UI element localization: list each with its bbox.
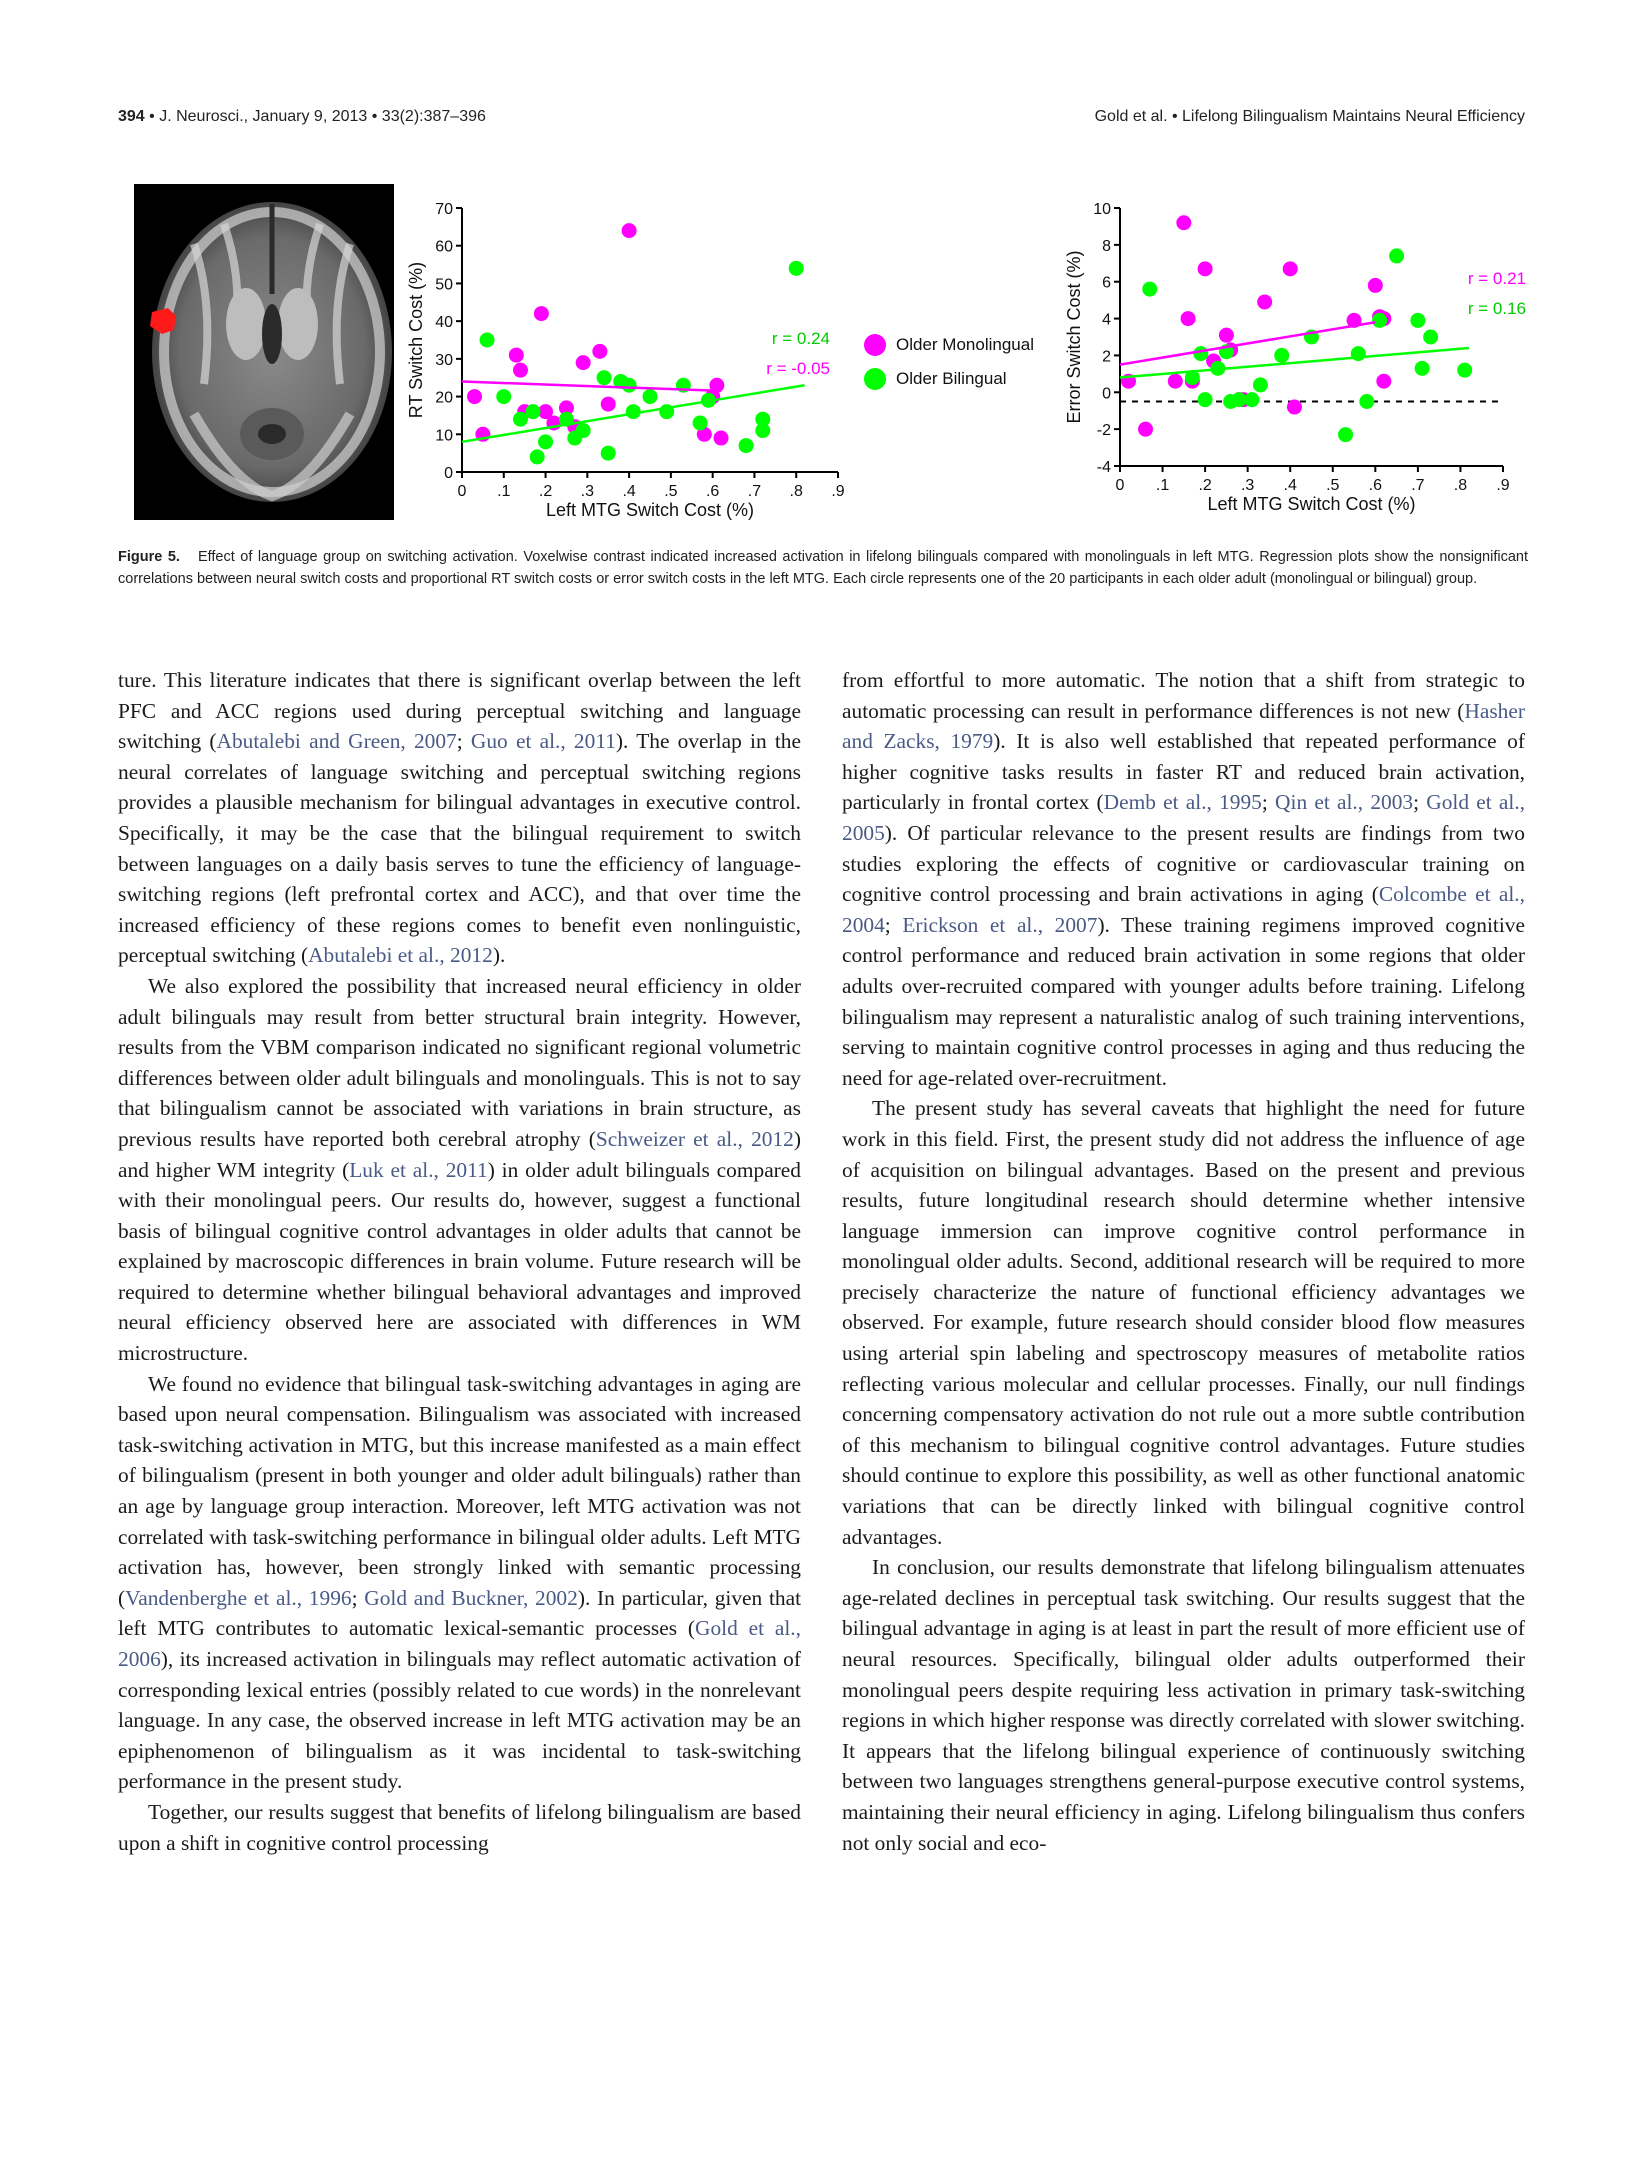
- y-tick-label: 0: [1102, 385, 1111, 403]
- data-point: [601, 397, 616, 412]
- data-point: [513, 363, 528, 378]
- brain-slice-image: [134, 184, 394, 520]
- data-point: [576, 423, 591, 438]
- x-tick-label: .1: [1155, 477, 1170, 494]
- y-tick-label: 70: [435, 201, 453, 218]
- error-switch-scatter: [1058, 168, 1528, 538]
- paragraph-text: from effortful to more automatic. The notion that a shift from strategic to automatic processing can result in performance differences is not new (: [842, 668, 1525, 723]
- data-point: [789, 261, 804, 276]
- x-axis-label: Left MTG Switch Cost (%): [1207, 494, 1416, 514]
- y-tick-label: 60: [435, 238, 453, 256]
- data-point: [1415, 361, 1430, 376]
- x-tick-label: 0: [1115, 477, 1125, 494]
- data-point: [1232, 392, 1247, 407]
- x-tick-label: .9: [831, 483, 845, 500]
- journal-citation: • J. Neurosci., January 9, 2013 • 33(2):387–396: [144, 108, 486, 125]
- paragraph-text: ). It is also well established that repeated performance of higher cognitive tasks results in faster RT and reduced brain activation, particularly in frontal cortex (: [842, 729, 1525, 815]
- paragraph-text: ;: [1413, 790, 1427, 815]
- body-column-left: [118, 665, 801, 1858]
- x-tick-label: .6: [1368, 477, 1383, 494]
- figure-5: [118, 168, 1528, 538]
- citation-link[interactable]: Guo et al., 2011: [470, 729, 616, 754]
- x-tick-label: .7: [1411, 477, 1425, 494]
- x-tick-label: .9: [1496, 477, 1510, 494]
- y-tick-label: 8: [1102, 237, 1111, 255]
- caption-label: Figure 5.: [118, 549, 180, 565]
- data-point: [1181, 311, 1196, 326]
- x-tick-label: .4: [622, 483, 636, 500]
- paragraph: [842, 1552, 1525, 1858]
- data-point: [1457, 363, 1472, 378]
- data-point: [1410, 313, 1425, 328]
- data-point: [1257, 294, 1272, 309]
- data-point: [601, 446, 616, 461]
- y-tick-label: 40: [435, 314, 453, 332]
- citation-link[interactable]: Qin et al., 2003: [1275, 790, 1414, 815]
- citation-link[interactable]: Abutalebi and Green, 2007: [216, 729, 457, 754]
- citation-link[interactable]: Demb et al., 1995: [1103, 790, 1262, 815]
- data-point: [1138, 422, 1153, 437]
- data-point: [643, 389, 658, 404]
- citation-link[interactable]: Erickson et al., 2007: [902, 912, 1098, 937]
- figure-caption: [118, 546, 1528, 590]
- data-point: [1359, 394, 1374, 409]
- citation-link[interactable]: Hasher and Zacks, 1979: [842, 698, 1525, 754]
- data-point: [755, 412, 770, 427]
- paragraph-text: ). These training regimens improved cognitive control performance and reduced brain activation in some regions that older adults over-recruited compared with younger adults before training. Lifelong bilingualism may represent a naturalistic analog of such training interventions, serving to maintain cognitive control processes in aging and thus reducing the need for age-related over-recruitment.: [842, 912, 1525, 1090]
- paragraph-text: ;: [884, 912, 903, 937]
- data-point: [1219, 328, 1234, 343]
- correlation-annotation: r = 0.21: [1467, 269, 1526, 288]
- legend-label-monolingual: Older Monolingual: [896, 335, 1034, 354]
- paragraph-text: ), its increased activation in bilinguals may reflect automatic activation of corresponding lexical entries (possibly related to cue words) in the nonrelevant language. In any case, the observed increase in left MTG activation may be an epiphenomenon of bilingualism as it was incidental to task-switching performance in the present study.: [118, 1647, 801, 1794]
- y-tick-label: 2: [1102, 348, 1111, 366]
- data-point: [1389, 248, 1404, 263]
- citation-link[interactable]: Luk et al., 2011: [349, 1157, 488, 1182]
- data-point: [1274, 348, 1289, 363]
- data-point: [1198, 261, 1213, 276]
- y-tick-label: -2: [1096, 422, 1111, 440]
- paragraph-text: ;: [351, 1585, 365, 1610]
- data-point: [1176, 215, 1191, 230]
- running-header: [118, 108, 1525, 134]
- y-tick-label: 10: [435, 427, 453, 445]
- data-point: [693, 415, 708, 430]
- body-column-right: [842, 665, 1525, 1858]
- regression-line: [462, 385, 805, 442]
- figure-legend: [864, 328, 1034, 396]
- paragraph-text: The present study has several caveats that highlight the need for future work in this field. First, the present study did not address the influence of age of acquisition on bilingual advantages. Based on the present and previous results, future longitudinal research should determine whether intensive language immersion can improve cognitive control performance in monolingual older adults. Second, additional research will be required to more precisely characterize the nature of functional efficiency advantages we observed. For example, future research should consider blood flow measures using arterial spin labeling and spectroscopy measures of metabolite ratios reflecting various molecular and cellular processes. Finally, our null findings concerning compensatory activation do not rule out a more subtle contribution of this mechanism to bilingual cognitive control advantages. Future studies should continue to explore this possibility, as well as other functional anatomic variations that can be directly linked with bilingual cognitive control advantages.: [842, 1096, 1525, 1549]
- citation-link[interactable]: Gold and Buckner, 2002: [364, 1585, 578, 1610]
- brain-slice-svg: [134, 184, 394, 520]
- data-point: [1142, 282, 1157, 297]
- y-tick-label: 0: [444, 465, 453, 482]
- x-tick-label: .5: [1326, 477, 1340, 494]
- y-tick-label: -4: [1096, 459, 1111, 476]
- legend-item-bilingual: [864, 362, 1034, 396]
- data-point: [739, 438, 754, 453]
- x-tick-label: .7: [747, 483, 762, 500]
- data-point: [1423, 330, 1438, 345]
- data-point: [1372, 313, 1387, 328]
- data-point: [622, 223, 637, 238]
- legend-label-bilingual: Older Bilingual: [896, 369, 1007, 388]
- x-tick-label: .8: [789, 483, 803, 500]
- paragraph: [842, 665, 1525, 1093]
- paragraph-text: ).: [492, 943, 506, 968]
- paragraph: [118, 1369, 801, 1797]
- y-tick-label: 50: [435, 276, 453, 294]
- correlation-annotation: r = 0.16: [1467, 299, 1526, 318]
- data-point: [538, 434, 553, 449]
- rt-switch-scatter: [408, 168, 868, 538]
- legend-swatch-monolingual: [864, 334, 886, 356]
- header-right: Gold et al. • Lifelong Bilingualism Maintains Neural Efficiency: [1094, 108, 1525, 125]
- data-point: [1368, 278, 1383, 293]
- data-point: [1283, 261, 1298, 276]
- x-axis-label: Left MTG Switch Cost (%): [545, 500, 755, 520]
- y-tick-label: 20: [435, 389, 453, 407]
- citation-link[interactable]: Vandenberghe et al., 1996: [125, 1585, 352, 1610]
- y-axis-label: Error Switch Cost (%): [1064, 250, 1084, 424]
- citation-link[interactable]: Schweizer et al., 2012: [595, 1126, 794, 1151]
- data-point: [1244, 392, 1259, 407]
- paragraph-text: ) in older adult bilinguals compared with their monolingual peers. Our results do, however, suggest a functional basis of bilingual cognitive control advantages in older adults that cannot be explained by macroscopic differences in brain volume. Future research will be required to determine whether bilingual behavioral advantages and improved neural efficiency observed here are associated with differences in WM microstructure.: [118, 1157, 801, 1366]
- data-point: [576, 355, 591, 370]
- y-tick-label: 6: [1102, 274, 1111, 292]
- error-switch-chart: [1058, 168, 1528, 543]
- paragraph-text: ) and higher WM integrity (: [118, 1126, 801, 1182]
- data-point: [1198, 392, 1213, 407]
- x-tick-label: .5: [664, 483, 678, 500]
- y-tick-label: 10: [1093, 201, 1111, 218]
- y-tick-label: 4: [1102, 311, 1111, 329]
- citation-link[interactable]: Gold et al., 2006: [118, 1616, 801, 1671]
- rt-switch-chart: [408, 168, 868, 543]
- paragraph-text: Together, our results suggest that benefits of lifelong bilingualism are based upon a shift in cognitive control processing: [118, 1799, 801, 1855]
- paragraph-text: ;: [456, 729, 471, 754]
- legend-swatch-bilingual: [864, 368, 886, 390]
- paragraph: [118, 971, 801, 1369]
- data-point: [526, 404, 541, 419]
- x-tick-label: .3: [1240, 477, 1255, 494]
- data-point: [592, 344, 607, 359]
- y-axis-label: RT Switch Cost (%): [406, 261, 426, 419]
- paragraph-text: ). The overlap in the neural correlates of language switching and perceptual switching regions provides a plausible mechanism for bilingual advantages in executive control. Specifically, it may be the case that the bilingual requirement to switch between languages on a daily basis serves to tune the efficiency of language-switching regions (left prefrontal cortex and ACC), and that over time the increased efficiency of these regions comes to benefit even nonlinguistic, perceptual switching (: [118, 729, 801, 968]
- paragraph-text: ). In particular, given that left MTG contributes to automatic lexical-semantic processes (: [118, 1585, 802, 1641]
- x-tick-label: .3: [580, 483, 595, 500]
- data-point: [714, 431, 729, 446]
- x-tick-label: 0: [457, 483, 467, 500]
- data-point: [1193, 346, 1208, 361]
- page-number: 394: [118, 108, 145, 125]
- x-tick-label: .6: [705, 483, 720, 500]
- data-point: [509, 348, 524, 363]
- data-point: [597, 370, 612, 385]
- data-point: [1168, 374, 1183, 389]
- paragraph: [118, 1797, 801, 1858]
- data-point: [622, 378, 637, 393]
- data-point: [1287, 400, 1302, 415]
- citation-link[interactable]: Gold et al., 2005: [842, 790, 1526, 845]
- paragraph-text: ture. This literature indicates that there is significant overlap between the left PFC and ACC regions used during perceptual switching and language switching (: [118, 668, 801, 754]
- data-point: [1376, 374, 1391, 389]
- data-point: [534, 306, 549, 321]
- header-left: [118, 108, 486, 126]
- legend-item-monolingual: [864, 328, 1034, 362]
- data-point: [530, 449, 545, 464]
- data-point: [467, 389, 482, 404]
- x-tick-label: .2: [538, 483, 553, 500]
- x-tick-label: .8: [1453, 477, 1468, 494]
- correlation-annotation: r = -0.05: [766, 359, 830, 378]
- paragraph-text: We also explored the possibility that increased neural efficiency in older adult bilinguals may result from better structural brain integrity. However, results from the VBM comparison indicated no significant regional volumetric differences between older adult bilinguals and monolinguals. This is not to say that bilingualism cannot be associated with variations in brain structure, as previous results have reported both cerebral atrophy (: [118, 973, 801, 1151]
- data-point: [480, 333, 495, 348]
- correlation-annotation: r = 0.24: [771, 329, 830, 348]
- x-tick-label: .1: [497, 483, 511, 500]
- paragraph: [118, 665, 801, 971]
- y-tick-label: 30: [435, 351, 453, 369]
- data-point: [1338, 427, 1353, 442]
- data-point: [1253, 377, 1268, 392]
- paragraph-text: We found no evidence that bilingual task-switching advantages in aging are based upon neural compensation. Bilingualism was associated with increased task-switching activation in MTG, but this increase manifested as a main effect of bilingualism (present in both younger and older adult bilinguals) rather than an age by language group interaction. Moreover, left MTG activation was not correlated with task-switching performance in bilingual older adults. Left MTG activation has, however, been strongly linked with semantic processing (: [118, 1371, 801, 1610]
- x-tick-label: .4: [1283, 477, 1297, 494]
- data-point: [513, 412, 528, 427]
- data-point: [496, 389, 511, 404]
- citation-link[interactable]: Abutalebi et al., 2012: [308, 943, 493, 968]
- paragraph: [842, 1093, 1525, 1552]
- paragraph-text: ;: [1261, 790, 1276, 815]
- paragraph-text: ). Of particular relevance to the present results are findings from two studies exploring the effects of cognitive or cardiovascular training on cognitive control processing and brain activations in aging (: [842, 820, 1525, 907]
- caption-text: Effect of language group on switching activation. Voxelwise contrast indicated increased activation in lifelong bilinguals compared with monolinguals in left MTG. Regression plots show the nonsignificant correlations between neural switch costs and proportional RT switch costs or error switch costs in the left MTG. Each circle represents one of the 20 participants in each older adult (monolingual or bilingual) group.: [118, 549, 1528, 587]
- citation-link[interactable]: Colcombe et al., 2004: [842, 882, 1525, 937]
- x-tick-label: .2: [1198, 477, 1212, 494]
- paragraph-text: In conclusion, our results demonstrate that lifelong bilingualism attenuates age-related declines in perceptual task switching. Our results suggest that the bilingual advantage in aging is at least in part the result of more efficient use of neural resources. Specifically, bilingual older adults outperformed their monolingual peers despite requiring less activation in primary task-switching regions in which higher response was directly correlated with slower switching. It appears that the lifelong bilingual experience of continuously switching between two languages strengthens general-purpose executive control systems, maintaining their neural efficiency in aging. Lifelong bilingualism thus confers not only social and eco-: [842, 1555, 1525, 1855]
